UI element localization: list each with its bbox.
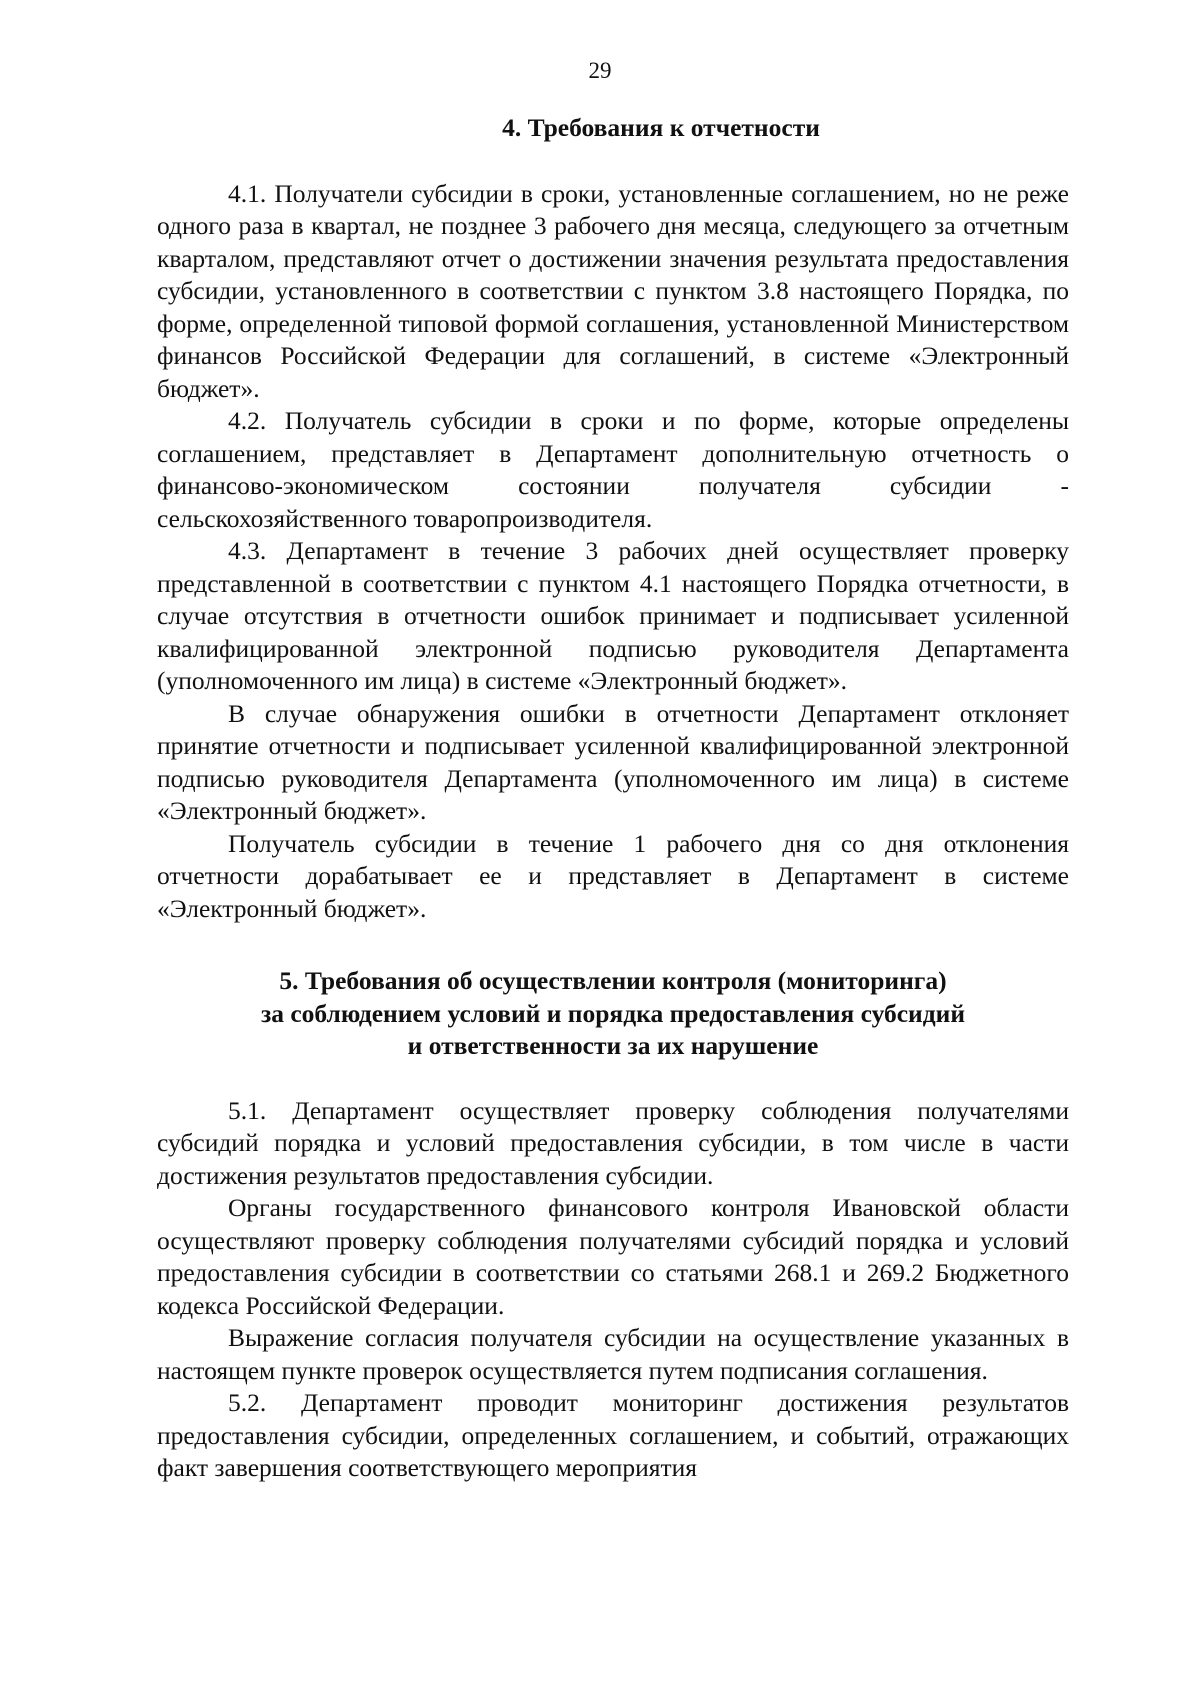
paragraph-4-3-revision: Получатель субсидии в течение 1 рабочего дня со дня отклонения отчетности дорабатывает ее и представляет в Департамент в системе «Электронный бюджет».: [157, 828, 1069, 923]
paragraph-4-2: 4.2. Получатель субсидии в сроки и по форме, которые определены соглашением, представляет в Департамент дополнительную отчетность о финансово-экономическом состоянии получателя субсидии - сельскохозяйственного товаропроизводителя.: [157, 406, 1069, 533]
paragraph-5-1-state-control: Органы государственного финансового контроля Ивановской области осуществляют проверку соблюдения получателями субсидий порядка и условий предоставления субсидии в соответствии со статьями 268.1 и 269.2 Бюджетного кодекса Российской Федерации.: [157, 1193, 1069, 1320]
section-5-heading-line: и ответственности за их нарушение: [407, 1031, 819, 1060]
document-body: [157, 112, 1069, 1485]
paragraph-5-1: 5.1. Департамент осуществляет проверку соблюдения получателями субсидий порядка и условий предоставления субсидии, в том числе в части достижения результатов предоставления субсидии.: [157, 1095, 1069, 1190]
paragraph-4-1: 4.1. Получатели субсидии в сроки, установленные соглашением, но не реже одного раза в квартал, не позднее 3 рабочего дня месяца, следующего за отчетным кварталом, представляют отчет о достижении значения результата предоставления субсидии, установленного в соответствии с пунктом 3.8 настоящего Порядка, по форме, определенной типовой формой соглашения, установленной Министерством финансов Российской Федерации для соглашений, в системе «Электронный бюджет».: [157, 178, 1069, 403]
paragraph-4-3: 4.3. Департамент в течение 3 рабочих дней осуществляет проверку представленной в соответствии с пунктом 4.1 настоящего Порядка отчетности, в случае отсутствия в отчетности ошибок принимает и подписывает усиленной квалифицированной электронной подписью руководителя Департамента (уполномоченного им лица) в системе «Электронный бюджет».: [157, 536, 1069, 695]
section-5-body: [157, 1095, 1069, 1485]
section-5-heading-line: за соблюдением условий и порядка предоставления субсидий: [260, 998, 966, 1028]
page-number: 29: [588, 58, 612, 83]
section-4-heading: 4. Требования к отчетности: [502, 113, 820, 142]
paragraph-5-2: 5.2. Департамент проводит мониторинг достижения результатов предоставления субсидии, определенных соглашением, и событий, отражающих факт завершения соответствующего мероприятия: [157, 1388, 1069, 1482]
paragraph-4-3-rejection: В случае обнаружения ошибки в отчетности Департамент отклоняет принятие отчетности и подписывает усиленной квалифицированной электронной подписью руководителя Департамента (уполномоченного им лица) в системе «Электронный бюджет».: [157, 698, 1069, 825]
paragraph-5-1-consent: Выражение согласия получателя субсидии на осуществление указанных в настоящем пункте проверок осуществляется путем подписания соглашения.: [157, 1323, 1069, 1385]
section-4-body: [157, 178, 1069, 926]
section-5-heading-line: 5. Требования об осуществлении контроля (мониторинга): [279, 966, 947, 995]
section-5-heading: [157, 965, 1069, 1063]
